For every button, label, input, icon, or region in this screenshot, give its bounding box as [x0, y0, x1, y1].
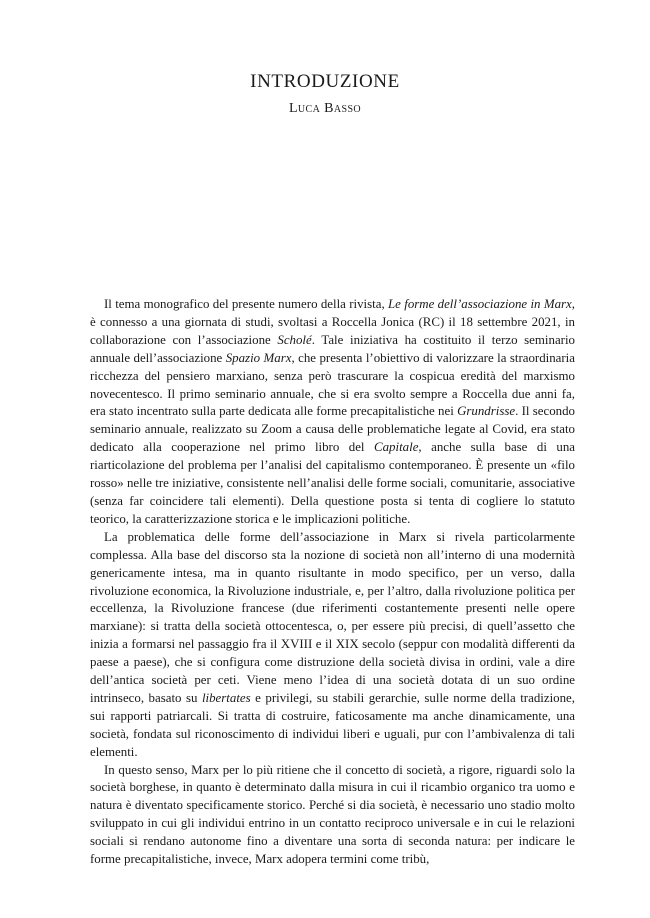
text-run: , anche sulla base di una riarticolazione del problema per l’analisi del capitalismo contemporaneo. È presente un «filo rosso» nelle tre iniziative, consistente nell’analisi delle forme sociali, comunitarie, associative (senza far coincidere tali elementi). Della questione posta si tenta di cogliere lo statuto teorico, la caratterizzazione storica e le implicazioni politiche. — [90, 440, 576, 526]
italic-text: Le forme dell’associazione in Marx — [388, 297, 572, 311]
author-name: Luca Basso — [288, 101, 362, 116]
text-run: , che presenta l’obiettivo di valorizzare la straordinaria ricchezza del pensiero marxiano, senza però trascurare la cospicua eredità del marxismo novecentesco. Il primo seminario annuale, che si era svolto sempre a Roccella due anni fa, era stato incentrato sulla parte dedicata alle forme precapitalistiche nei — [90, 350, 575, 419]
page-title: INTRODUZIONE — [250, 71, 400, 92]
text-run: e privilegi, su stabili gerarchie, sulle norme della tradizione, sui rapporti patriarcali. Si tratta di costruire, faticosamente ma anche dinamicamente, una società, fondata sul riconoscimento di individui liberi e uguali, pur con l’ambivalenza di tali elementi. — [90, 690, 575, 759]
text-run: Il tema monografico del presente numero della rivista, — [104, 297, 389, 311]
text-run: , è connesso a una giornata di studi, svoltasi a Roccella Jonica (RC) il 18 settembre 2021, in collaborazione con l’associazione — [90, 297, 575, 347]
italic-text: Scholé — [277, 332, 312, 347]
italic-text: libertates — [201, 690, 251, 705]
text-run: In questo senso, Marx per lo più ritiene che il concetto di società, a rigore, riguardi solo la società borghese, in quanto è determinato dalla misura in cui il ricambio organico tra uomo e natura è diventato specificamente storico. Perché si dia società, è necessario uno stadio molto sviluppato in cui gli individui entrino in un contatto reciproco universale e in cui le relazioni sociali si rendano autonome fino a diventare una sorta di seconda natura: per indicare le forme precapitalistiche, invece, Marx adopera termini come tribù, — [90, 762, 575, 867]
paragraph-2 — [90, 529, 575, 762]
body-text — [90, 296, 575, 869]
paragraph-1 — [90, 296, 575, 529]
text-run: . Tale iniziativa ha costituito il terzo seminario annuale dell’associazione — [90, 332, 575, 365]
text-run: . Il secondo seminario annuale, realizzato su Zoom a causa delle problematiche legate al Covid, era stato dedicato alla cooperazione nel primo libro del — [90, 404, 575, 455]
italic-text: Capitale — [374, 440, 419, 455]
italic-text: Spazio Marx — [225, 350, 292, 365]
paragraph-3 — [90, 762, 575, 869]
text-run: La problematica delle forme dell’associazione in Marx si rivela particolarmente complessa. Alla base del discorso sta la nozione di società non all’interno di una modernità genericamente intesa, ma in quanto risultante in modo specifico, per un verso, dalla rivoluzione economica, la Rivoluzione industriale, e, per l’altro, dalla rivoluzione politica per eccellenza, la Rivoluzione francese (due riferimenti costantemente presenti nelle opere marxiane): si tratta della società ottocentesca, o, per essere più precisi, di quell’assetto che inizia a formarsi nel passaggio fra il XVIII e il XIX secolo (seppur con modalità differenti da paese a paese), che si configura come distruzione della società divisa in ordini, vale a dire dell’antica società per ceti. Viene meno l’idea di una società dotata di un suo ordine intrinseco, basato su — [90, 529, 575, 705]
italic-text: Grundrisse — [457, 404, 516, 419]
